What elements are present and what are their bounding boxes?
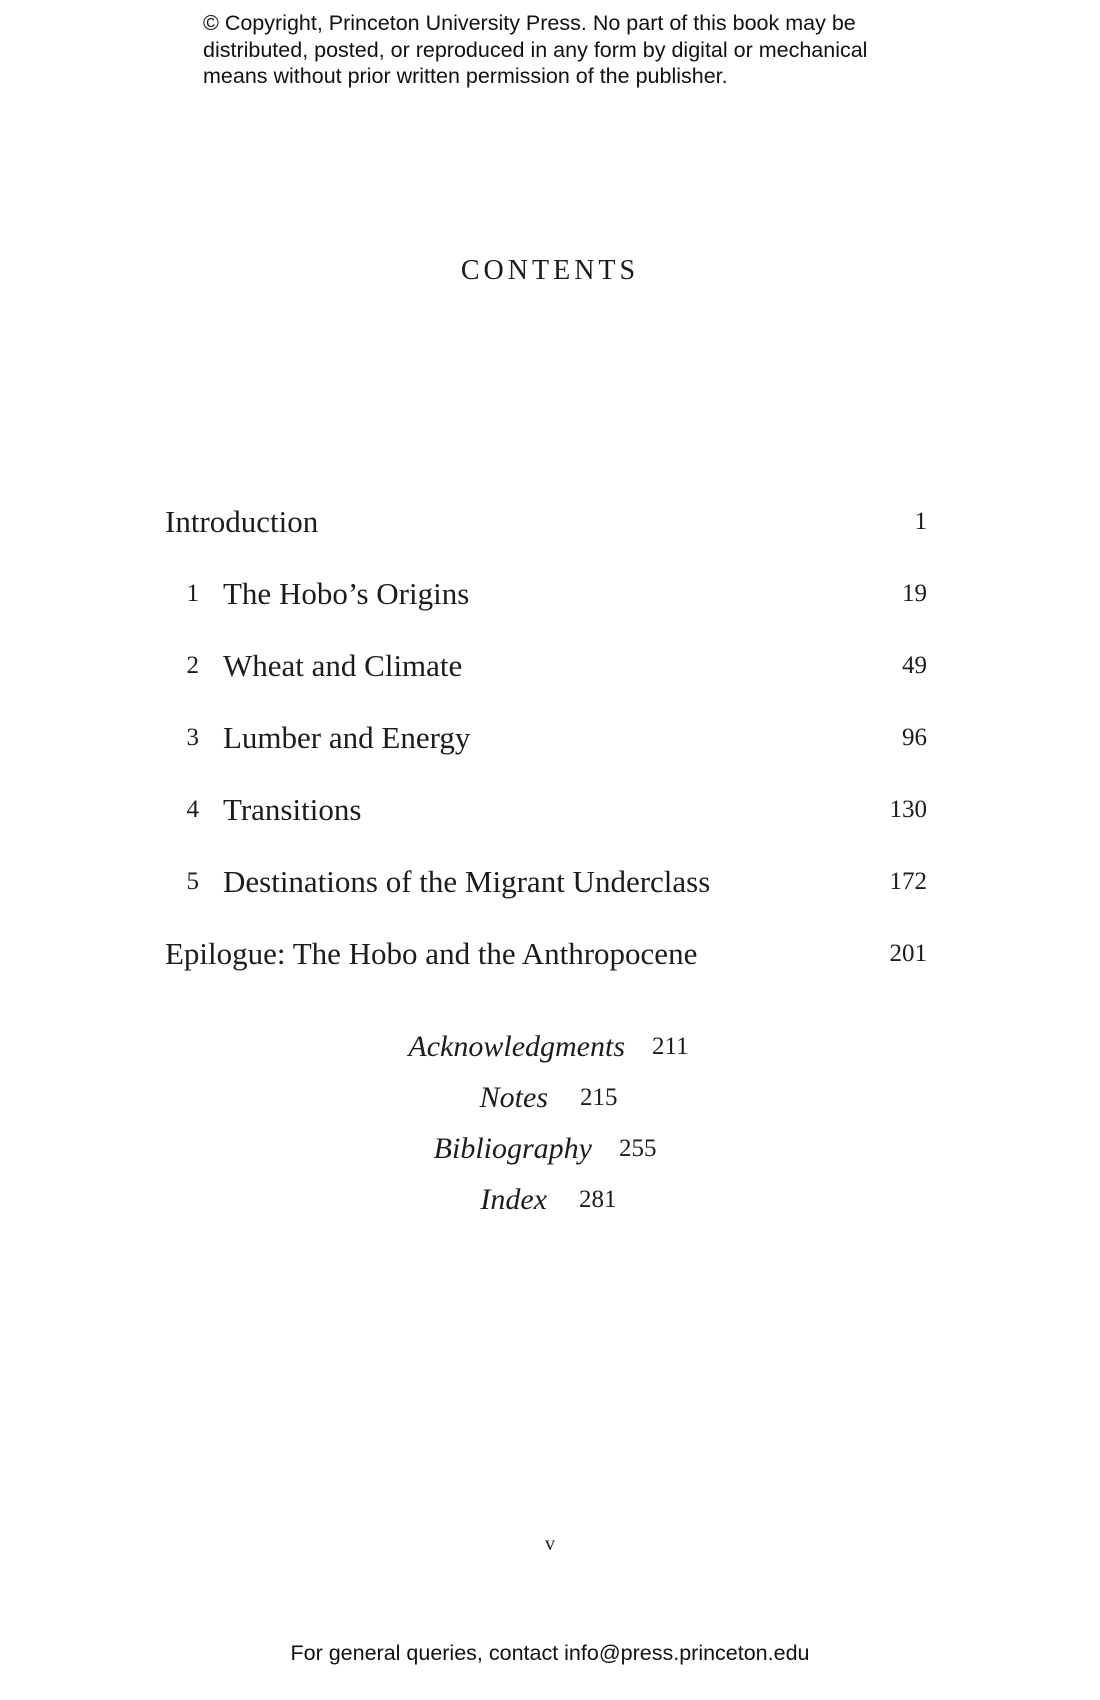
- copyright-line: distributed, posted, or reproduced in any form by digital or mechanical: [203, 37, 868, 62]
- back-matter-notes: [0, 1078, 1100, 1118]
- back-matter-title: Bibliography: [433, 1132, 592, 1165]
- toc-entry-title: Wheat and Climate: [223, 648, 463, 683]
- copyright-line: means without prior written permission of the publisher.: [203, 64, 728, 88]
- toc-entry-page: 201: [889, 940, 927, 967]
- copyright-line: © Copyright, Princeton University Press. No part of this book may be: [203, 11, 856, 35]
- toc-entry-number: 3: [186, 724, 199, 751]
- back-matter-page: 255: [619, 1135, 657, 1162]
- back-matter-page: 211: [652, 1033, 689, 1060]
- back-matter-page: 215: [580, 1084, 618, 1111]
- toc-entry-title: Transitions: [223, 792, 362, 827]
- page-title: CONTENTS: [460, 255, 640, 286]
- back-matter-index: [0, 1180, 1100, 1220]
- toc-entry-chapter-2: [165, 644, 927, 688]
- toc-entry-chapter-4: [165, 788, 927, 832]
- back-matter-title: Notes: [479, 1081, 548, 1114]
- page-number: v: [545, 1533, 555, 1555]
- back-matter-title: Acknowledgments: [408, 1030, 625, 1063]
- toc-entry-title: Lumber and Energy: [223, 720, 471, 755]
- toc-entry-introduction: [165, 500, 927, 544]
- toc-entry-page: 172: [889, 868, 927, 895]
- toc-entry-title: Destinations of the Migrant Underclass: [223, 864, 711, 899]
- footer-contact: For general queries, contact info@press.princeton.edu: [290, 1641, 810, 1665]
- toc-entry-page: 19: [902, 580, 927, 607]
- toc-entry-number: 1: [186, 580, 199, 607]
- toc-entry-chapter-3: [165, 716, 927, 760]
- back-matter-bibliography: [0, 1129, 1100, 1169]
- toc-entry-number: 4: [186, 796, 199, 823]
- toc-entry-page: 96: [902, 724, 927, 751]
- back-matter-page: 281: [579, 1186, 617, 1213]
- toc-entry-page: 130: [889, 796, 927, 823]
- toc-entry-title: Epilogue: The Hobo and the Anthropocene: [165, 936, 698, 971]
- toc-entry-title: The Hobo’s Origins: [223, 576, 470, 611]
- toc-entry-number: 2: [186, 652, 199, 679]
- toc-entry-page: 1: [914, 508, 927, 535]
- toc-entry-epilogue: [165, 932, 927, 976]
- copyright-notice: [203, 10, 923, 90]
- toc-entry-chapter-5: [165, 860, 927, 904]
- back-matter-title: Index: [480, 1183, 547, 1216]
- toc-entry-title: Introduction: [165, 504, 319, 539]
- toc-entry-chapter-1: [165, 572, 927, 616]
- back-matter-acknowledgments: [0, 1027, 1100, 1067]
- toc-entry-page: 49: [902, 652, 927, 679]
- toc-entry-number: 5: [186, 868, 199, 895]
